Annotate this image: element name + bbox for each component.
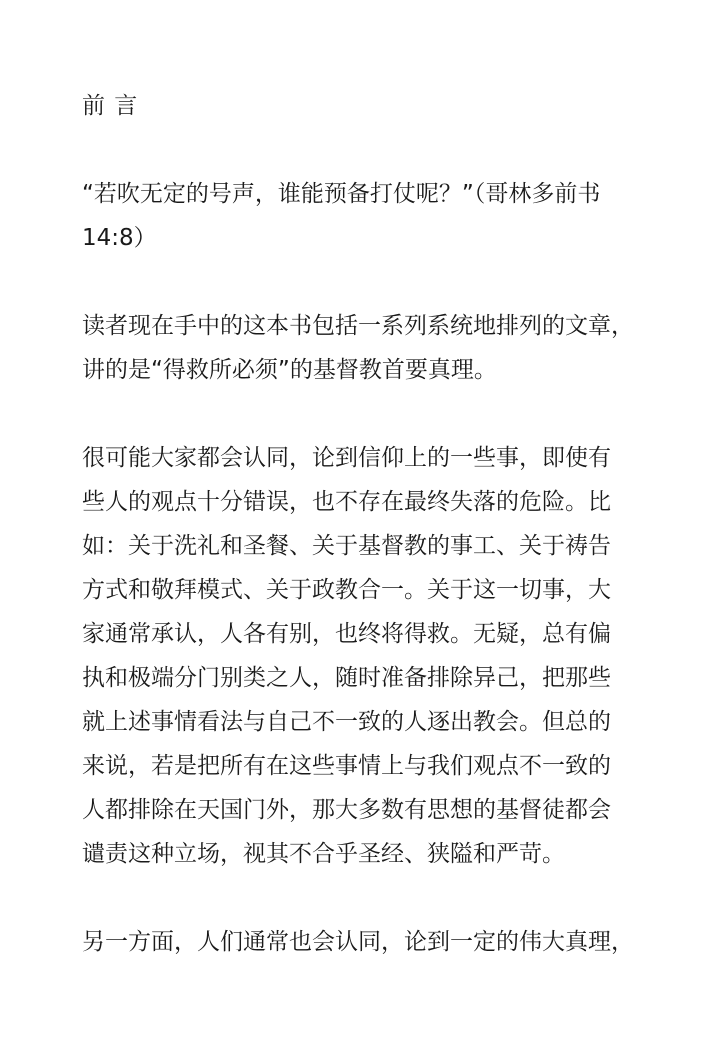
text-line: 另一方面，人们通常也会认同，论到一定的伟大真理， (82, 929, 634, 955)
paragraph-quote (82, 172, 657, 260)
text-line: 14:8） (82, 225, 157, 251)
text-line: 就上述事情看法与自己不一致的人逐出教会。但总的 (82, 709, 611, 735)
text-line: 读者现在手中的这本书包括一系列系统地排列的文章， (82, 313, 634, 339)
text-line: 方式和敬拜模式、关于政教合一。关于这一切事，大 (82, 577, 611, 603)
paragraph-continued (82, 920, 657, 964)
preface-heading: 前 言 (82, 93, 139, 119)
text-line: 来说，若是把所有在这些事情上与我们观点不一致的 (82, 753, 611, 779)
text-line: 些人的观点十分错误，也不存在最终失落的危险。比 (82, 489, 611, 515)
text-line: “若吹无定的号声，谁能预备打仗呢？”（哥林多前书 (82, 181, 601, 207)
text-line: 谴责这种立场，视其不合乎圣经、狭隘和严苛。 (82, 841, 565, 867)
paragraph-intro (82, 304, 657, 392)
text-line: 人都排除在天国门外，那大多数有思想的基督徒都会 (82, 797, 611, 823)
text-line: 讲的是“得救所必须”的基督教首要真理。 (82, 357, 497, 383)
text-line: 很可能大家都会认同，论到信仰上的一些事，即使有 (82, 445, 611, 471)
text-line: 执和极端分门别类之人，随时准备排除异己，把那些 (82, 665, 611, 691)
document-page (82, 84, 657, 1008)
paragraph-body (82, 436, 657, 876)
text-line: 家通常承认，人各有别，也终将得救。无疑，总有偏 (82, 621, 611, 647)
text-line: 如：关于洗礼和圣餐、关于基督教的事工、关于祷告 (82, 533, 611, 559)
